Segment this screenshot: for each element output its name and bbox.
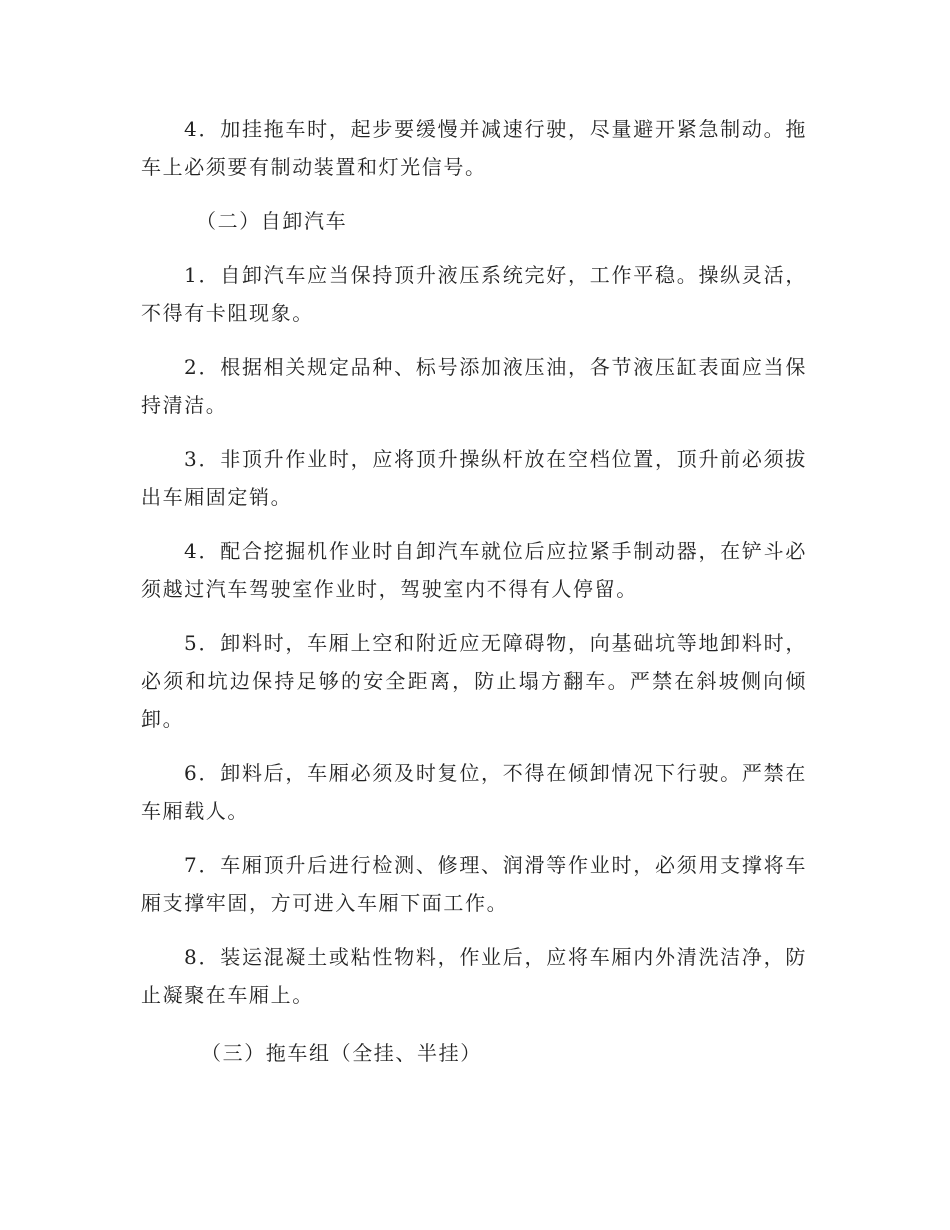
- paragraph-trailer-braking: 4．加挂拖车时，起步要缓慢并减速行驶，尽量避开紧急制动。拖车上必须要有制动装置和灯光信号。: [141, 117, 807, 179]
- paragraph-hydraulic-system: 1．自卸汽车应当保持顶升液压系统完好，工作平稳。操纵灵活，不得有卡阻现象。: [141, 263, 807, 325]
- section-heading-trailer-group: （三）拖车组（全挂、半挂）: [201, 1041, 482, 1065]
- paragraph-excavator-loading: 4．配合挖掘机作业时自卸汽车就位后应拉紧手制动器，在铲斗必须越过汽车驾驶室作业时，驾驶室内不得有人停留。: [141, 539, 807, 601]
- paragraph-unloading: 5．卸料时，车厢上空和附近应无障碍物，向基础坑等地卸料时，必须和坑边保持足够的安全距离，防止塌方翻车。严禁在斜坡侧向倾卸。: [141, 631, 807, 731]
- document-body: [141, 110, 807, 1072]
- paragraph-cleaning: 8．装运混凝土或粘性物料，作业后，应将车厢内外清洗洁净，防止凝聚在车厢上。: [141, 945, 807, 1007]
- paragraph-after-unloading: 6．卸料后，车厢必须及时复位，不得在倾卸情况下行驶。严禁在车厢载人。: [141, 761, 807, 823]
- paragraph-hydraulic-oil: 2．根据相关规定品种、标号添加液压油，各节液压缸表面应当保持清洁。: [141, 355, 807, 417]
- paragraph-lift-lever: 3．非顶升作业时，应将顶升操纵杆放在空档位置，顶升前必须拔出车厢固定销。: [141, 447, 807, 509]
- section-heading-dump-truck: （二）自卸汽车: [196, 209, 348, 233]
- paragraph-maintenance-support: 7．车厢顶升后进行检测、修理、润滑等作业时，必须用支撑将车厢支撑牢固，方可进入车厢下面工作。: [141, 853, 807, 915]
